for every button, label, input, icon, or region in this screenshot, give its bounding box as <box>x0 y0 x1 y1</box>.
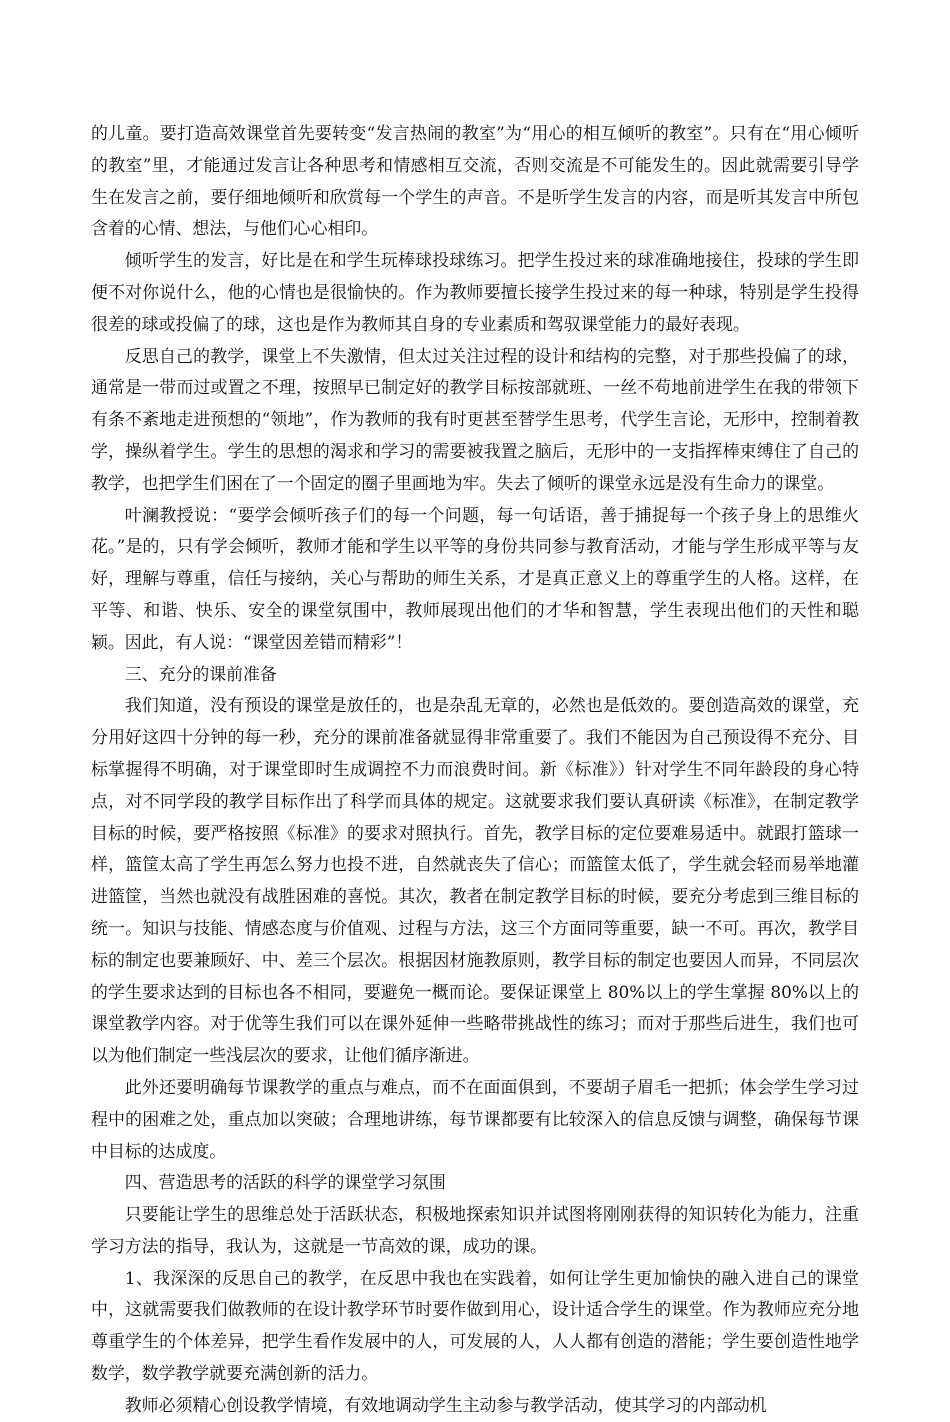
paragraph: 倾听学生的发言，好比是在和学生玩棒球投球练习。把学生投过来的球准确地接住，投球的学生即便不对你说什么，他的心情也是很愉快的。作为教师要擅长接学生投过来的每一种球，特别是学生投得很差的球或投偏了的球，这也是作为教师其自身的专业素质和驾驭课堂能力的最好表现。 <box>91 250 859 334</box>
paragraph: 1、我深深的反思自己的教学，在反思中我也在实践着，如何让学生更加愉快的融入进自己的课堂中，这就需要我们做教师的在设计教学环节时要作做到用心，设计适合学生的课堂。作为教师应充分地尊重学生的个体差异，把学生看作发展中的人，可发展的人，人人都有创造的潜能；学生要创造性地学数学，数学教学就要充满创新的活力。 <box>91 1267 859 1384</box>
paragraph: 教师必须精心创设教学情境，有效地调动学生主动参与教学活动，使其学习的内部动机 <box>124 1394 767 1415</box>
paragraph: 的儿童。要打造高效课堂首先要转变“发言热闹的教室”为“用心的相互倾听的教室”。只有在“用心倾听的教室”里，才能通过发言让各种思考和情感相互交流，否则交流是不可能发生的。因此就需要引导学生在发言之前，要仔细地倾听和欣赏每一个学生的声音。不是听学生发言的内容，而是听其发言中所包含着的心情、想法，与他们心心相印。 <box>91 123 859 239</box>
document-body <box>91 118 859 1422</box>
paragraph: 我们知道，没有预设的课堂是放任的，也是杂乱无章的，必然也是低效的。要创造高效的课堂，充分用好这四十分钟的每一秒，充分的课前准备就显得非常重要了。我们不能因为自己预设得不充分、目标掌握得不明确，对于课堂即时生成调控不力而浪费时间。新《标准》）针对学生不同年龄段的身心特点，对不同学段的教学目标作出了科学而具体的规定。这就要求我们要认真研读《标准》，在制定教学目标的时候，要严格按照《标准》的要求对照执行。首先，教学目标的定位要难易适中。就跟打篮球一样，篮筐太高了学生再怎么努力也投不进，自然就丧失了信心；而篮筐太低了，学生就会轻而易举地灌进篮筐，当然也就没有战胜困难的喜悦。其次，教者在制定教学目标的时候，要充分考虑到三维目标的统一。知识与技能、情感态度与价值观、过程与方法，这三个方面同等重要，缺一不可。再次，教学目标的制定也要兼顾好、中、差三个层次。根据因材施教原则，教学目标的制定也要因人而异，不同层次的学生要求达到的目标也各不相同，要避免一概而论。要保证课堂上 80%以上的学生掌握 80%以上的课堂教学内容。对于优等生我们可以在课外延伸一些略带挑战性的练习；而对于那些后进生，我们也可以为他们制定一些浅层次的要求，让他们循序渐进。 <box>91 695 859 1066</box>
paragraph: 此外还要明确每节课教学的重点与难点，而不在面面俱到，不要胡子眉毛一把抓；体会学生学习过程中的困难之处，重点加以突破；合理地讲练，每节课都要有比较深入的信息反馈与调整，确保每节课中目标的达成度。 <box>91 1076 859 1161</box>
section-heading: 四、营造思考的活跃的科学的课堂学习氛围 <box>124 1172 446 1193</box>
paragraph: 反思自己的教学，课堂上不失激情，但太过关注过程的设计和结构的完整，对于那些投偏了的球，通常是一带而过或置之不理，按照早已制定好的教学目标按部就班、一丝不苟地前进学生在我的带领下有条不紊地走进预想的“领地”，作为教师的我有时更甚至替学生思考，代学生言论，无形中，控制着教学，操纵着学生。学生的思想的渴求和学习的需要被我置之脑后，无形中的一支指挥棒束缚住了自己的教学，也把学生们困在了一个固定的圈子里画地为牢。失去了倾听的课堂永远是没有生命力的课堂。 <box>91 345 859 493</box>
section-heading: 三、充分的课前准备 <box>124 663 277 684</box>
paragraph: 只要能让学生的思维总处于活跃状态，积极地探索知识并试图将刚刚获得的知识转化为能力，注重学习方法的指导，我认为，这就是一节高效的课，成功的课。 <box>91 1204 859 1256</box>
paragraph: 叶澜教授说：“要学会倾听孩子们的每一个问题，每一句话语，善于捕捉每一个孩子身上的思维火花。”是的，只有学会倾听，教师才能和学生以平等的身份共同参与教育活动，才能与学生形成平等与友好，理解与尊重，信任与接纳，关心与帮助的师生关系，才是真正意义上的尊重学生的人格。这样，在平等、和谐、快乐、安全的课堂氛围中，教师展现出他们的才华和智慧，学生表现出他们的天性和聪颖。因此，有人说：“课堂因差错而精彩”！ <box>91 504 859 652</box>
